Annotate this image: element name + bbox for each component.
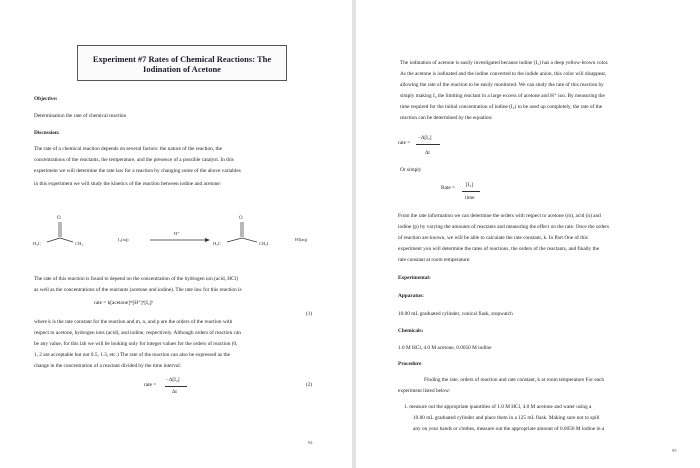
eq2-denominator: Δt — [172, 389, 177, 395]
intro-line: As the acetone is iodinated and the iodine converted to the iodide anion, this color will disappear, — [400, 71, 607, 77]
reactant-ch3-left: H₃C — [33, 241, 41, 246]
equation-number-1: (1) — [306, 311, 313, 317]
rate-paragraph-line: The rate of this reaction is found to depend on the concentration of the hydrogen ion (acid, HCl) — [34, 276, 238, 282]
rate2-denominator: time — [465, 195, 475, 201]
experimental-heading: Experimental: — [398, 275, 431, 281]
page-number-left: 94 — [308, 440, 313, 445]
rate-info-line: rate constant at room temperature. — [398, 257, 471, 263]
procedure-line: Finding the rate, orders of reaction and rate constant, k at room temperature For each — [424, 377, 605, 383]
experiment-title — [78, 54, 286, 74]
discussion-line: The rate of a chemical reaction depends on several factors: the nature of the reaction, the — [34, 146, 222, 152]
where-line: change in the concentration of a reactant divided by the time interval: — [34, 363, 182, 369]
title-box — [77, 45, 287, 81]
equation-number-2: (2) — [306, 382, 313, 388]
rate-info-line: From the rate information we can determine the orders with respect to acetone (m), acid (n) and — [398, 213, 601, 219]
discussion-line: concentrations of the reactants, the temperature, and the presence of a possible catalyst. In this — [34, 157, 234, 163]
reaction-scheme — [0, 208, 352, 268]
byproduct-hi: HI(aq) — [295, 237, 308, 242]
reactant-iodine: I₂(aq) — [118, 237, 129, 242]
where-line: respect to acetone, hydrogen ions (acid), and iodine, respectively. Although orders of reaction can — [34, 330, 241, 336]
where-line: 1, 2 are acceptable but not 0.5, 1.3, etc.) The rate of the reaction can also be expressed as the — [34, 352, 230, 358]
rate1-denominator: Δt — [425, 150, 430, 156]
rate-info-line: experiment you will determine the rates of reactions, the orders of the reactants, and finally the — [398, 246, 600, 252]
title-line-2: Iodination of Acetone — [143, 64, 221, 75]
discussion-heading: Discussion: — [34, 130, 60, 136]
product-ch2i-right: CH₂I — [259, 241, 269, 246]
rate-info-line: of reaction are known, we will be able to calculate the rate constant, k. In Part One of this — [398, 235, 588, 241]
apparatus-text: 10.00 mL graduated cylinder, conical flask, stopwatch — [398, 311, 513, 317]
intro-line: reaction can be determined by the equation: — [400, 115, 493, 121]
reactant-ch3-right: CH₃ — [75, 241, 83, 246]
eq2-numerator: −Δ[I₂] — [166, 377, 180, 383]
intro-line: simply making I₂ the limiting reactant in a large excess of acetone and H⁺ ion. By measuring the — [400, 93, 605, 99]
rate-info-line: iodine (p) by varying the amounts of reactants and measuring the effect on the rate. Once the orders — [398, 224, 610, 230]
intro-line: allowing the rate of the reaction to be easily monitored. We can study the rate of this reaction by — [400, 82, 604, 88]
carbonyl-o-2: O — [239, 216, 243, 221]
intro-line: time required for the initial concentration of iodine (I₂) to be used up completely, the rate of the — [400, 104, 603, 110]
rate1-fraction-bar — [416, 144, 440, 145]
product-structure — [227, 222, 257, 242]
eq2-fraction-bar — [165, 386, 187, 387]
rate2-left: Rate = — [441, 185, 456, 191]
step-1-line: 1. measure out the appropriate quantities of 1.0 M HCl, 4.0 M acetone and water using a — [404, 404, 592, 410]
rate-law-equation: rate = k[acetone]ᵐ[H⁺]ⁿ[I₂]ᵖ — [94, 300, 154, 306]
eq2-left: rate = — [144, 382, 157, 388]
step-1-line: any on your hands or clothes, measure out the appropriate amount of 0.0050 M iodine in a — [413, 426, 605, 432]
step-1-line: 10.00 mL graduated cylinder and place them in a 125 mL flask. Making sure not to spill — [413, 415, 600, 421]
apparatus-heading: Apparatus: — [398, 293, 424, 299]
rate1-numerator: −Δ[I₂] — [418, 135, 432, 141]
rate1-left: rate = — [398, 140, 411, 146]
rate-paragraph-line: as well as the concentrations of the reactants (acetone and iodine). The rate law for this reaction is — [34, 287, 242, 293]
title-line-1: Experiment #7 Rates of Chemical Reactions: The — [92, 54, 272, 64]
discussion-line: in this experiment we will study the kinetics of the reaction between iodine and acetone: — [34, 181, 222, 187]
page-number-right: 95 — [672, 448, 677, 453]
objective-text: Determination the rate of chemical reaction — [34, 113, 127, 119]
objective-heading: Objective: — [34, 96, 58, 102]
product-ch3-left: H₃C — [213, 241, 221, 246]
intro-line: The iodination of acetone is easily investigated because iodine (I₂) has a deep yellow-brown color. — [400, 60, 609, 66]
rate2-numerator: [I₂] — [466, 182, 474, 188]
where-line: where k is the rate constant for the reaction and m, n, and p are the orders of the reaction with — [34, 319, 233, 325]
right-page — [356, 0, 700, 468]
procedure-heading: Procedure — [398, 361, 422, 367]
acetone-structure — [47, 222, 73, 242]
chemicals-heading: Chemicals: — [398, 328, 424, 334]
where-line: be any value, for this lab we will be looking only for integer values for the orders of reaction (0, — [34, 341, 238, 347]
carbonyl-o-1: O — [57, 216, 61, 221]
discussion-line: experiment we will determine the rate law for a reaction by changing some of the above variables — [34, 168, 241, 174]
rate2-fraction-bar — [462, 191, 480, 192]
or-simply: Or simply — [400, 167, 422, 173]
chemicals-text: 1.0 M HCl, 4.0 M acetone, 0.0050 M iodine — [398, 345, 492, 351]
procedure-line: experiment listed below: — [398, 388, 451, 394]
catalyst-label: H⁺ — [174, 231, 180, 236]
